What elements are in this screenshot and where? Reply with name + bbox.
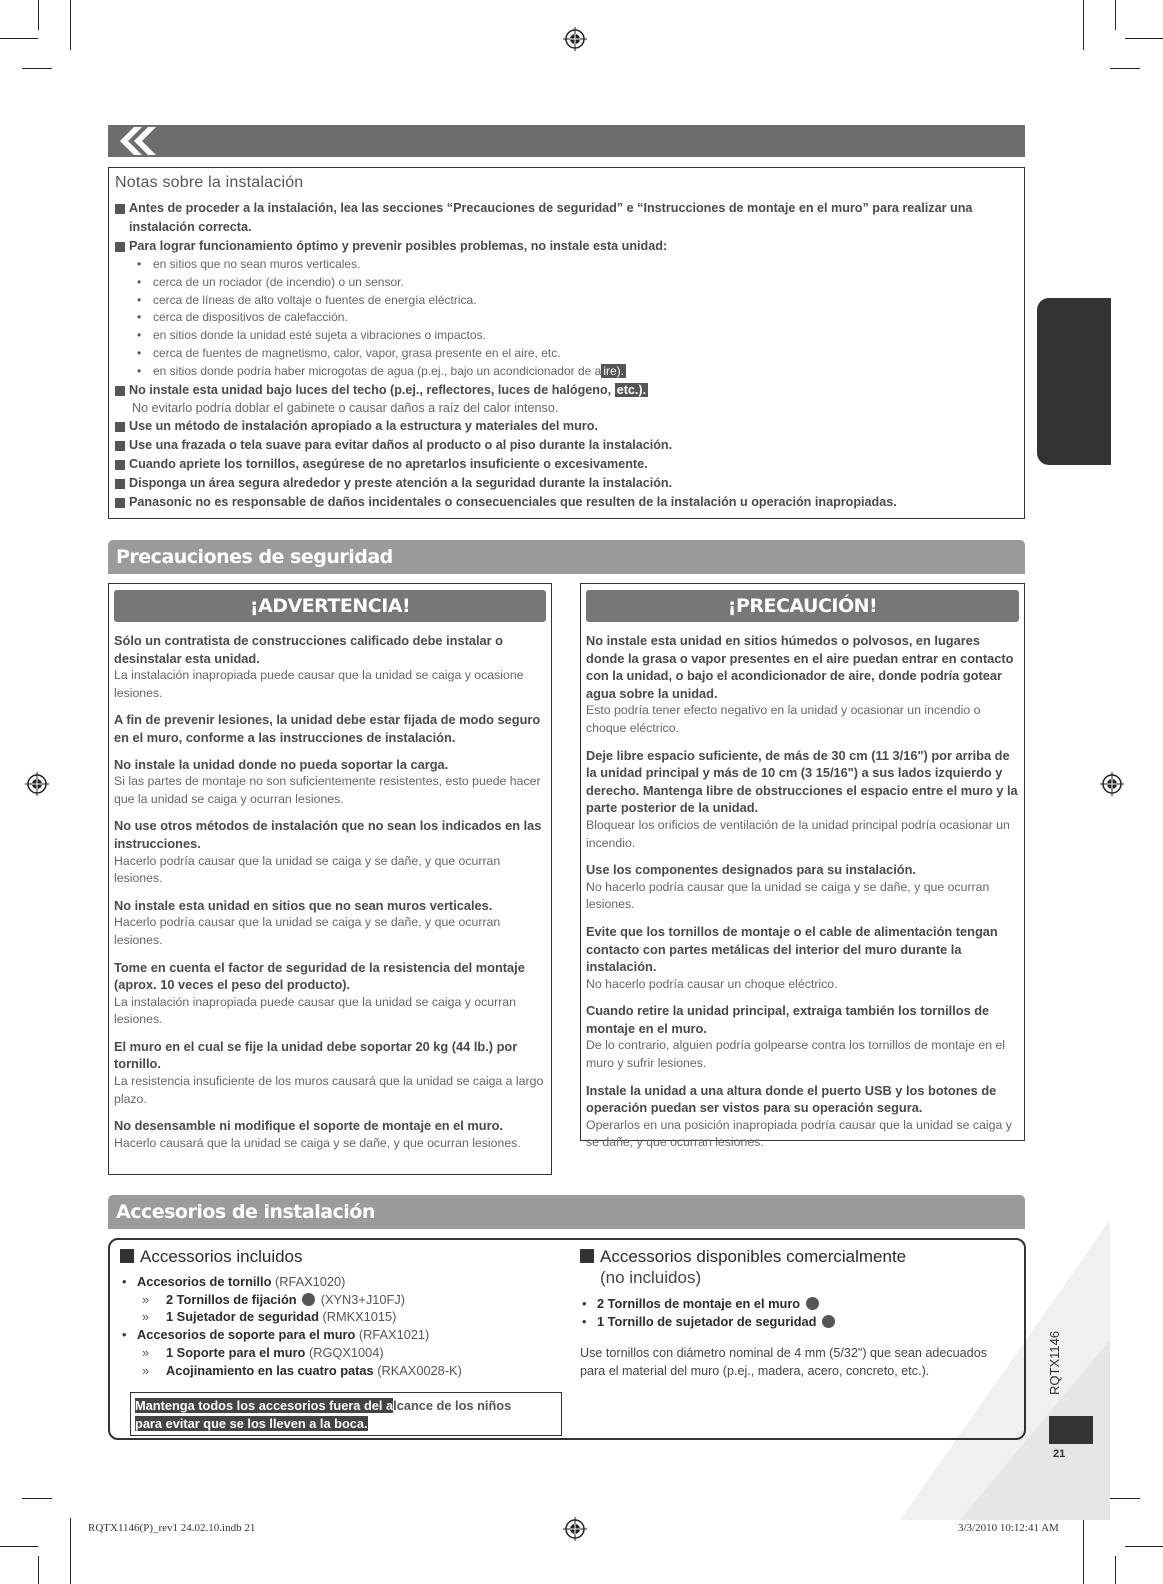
footer-timestamp: 3/3/2010 10:12:41 AM <box>958 1522 1059 1534</box>
caution-item <box>586 861 1019 914</box>
list-item <box>580 1313 1010 1331</box>
caution-item-text: Operarlos en una posición inapropiada podría causar que la unidad se caiga y se dañe, y que ocurran lesiones. <box>586 1117 1012 1150</box>
accessories-box <box>108 1238 1026 1440</box>
list-item <box>120 1273 560 1291</box>
warning-item-text: Hacerlo podría causar que la unidad se caiga y se dañe, y que ocurran lesiones. <box>114 915 501 947</box>
list-item <box>120 1344 560 1362</box>
crop-mark <box>1115 1556 1116 1584</box>
installation-notes-box <box>108 167 1025 519</box>
warning-item-text: La instalación inapropiada puede causar que la unidad se caiga y ocurran lesiones. <box>114 994 516 1027</box>
notes-subtext: No evitarlo podría doblar el gabinete o causar daños a raíz del calor intenso. <box>132 400 559 415</box>
registration-mark-icon <box>563 27 587 51</box>
circle-marker-icon <box>806 1297 819 1310</box>
item-name: Accesorios de soporte para el muro <box>137 1327 356 1343</box>
crop-mark <box>1083 0 1084 50</box>
notes-item: Use una frazada o tela suave para evitar daños al producto o al piso durante la instalación. <box>115 436 1018 455</box>
screw-note: Use tornillos con diámetro nominal de 4 mm (5/32") que sean adecuados para el material del muro (p.ej., madera, acero, concreto, etc.). <box>580 1346 987 1379</box>
notes-item: Disponga un área segura alrededor y preste atención a la seguridad durante la instalación. <box>115 474 1018 493</box>
crop-mark <box>1125 38 1163 39</box>
warning-item-text: La instalación inapropiada puede causar que la unidad se caiga y ocasione lesiones. <box>114 668 524 700</box>
commercial-column <box>580 1246 1010 1380</box>
list-item: • en sitios que no sean muros verticales. <box>137 256 1018 274</box>
item-name: 2 Tornillos de montaje en el muro <box>597 1296 801 1311</box>
included-list <box>120 1273 560 1379</box>
caution-item-text: Esto podría tener efecto negativo en la unidad y ocasionar un incendio o choque eléctrico. <box>586 703 981 735</box>
caution-item <box>586 1002 1019 1072</box>
crop-mark <box>70 1518 71 1584</box>
highlight-text: etc.). <box>616 382 647 397</box>
warning-item <box>114 756 546 809</box>
crop-mark <box>38 1556 39 1584</box>
list-item <box>137 363 1018 381</box>
highlight-text: ire). <box>603 363 624 378</box>
notes-item: Antes de proceder a la instalación, lea las secciones “Precauciones de seguridad” e “Instrucciones de montaje en el muro” para realizar una instalación correcta. <box>115 199 1018 237</box>
item-code: (RFAX1021) <box>355 1327 430 1343</box>
top-banner <box>108 125 1025 157</box>
warning-item-title: No desensamble ni modifique el soporte de montaje en el muro. <box>114 1118 503 1134</box>
model-code: RQTX1146 <box>1047 1330 1062 1395</box>
safety-section-title: Precauciones de seguridad <box>108 540 1025 574</box>
list-item: • cerca de líneas de alto voltaje o fuentes de energía eléctrica. <box>137 292 1018 310</box>
item-name: 1 Soporte para el muro <box>166 1344 306 1360</box>
warning-item-title: No instale esta unidad en sitios que no sean muros verticales. <box>114 897 493 913</box>
item-name: Acojinamiento en las cuatro patas <box>166 1362 374 1378</box>
caution-item-title: Deje libre espacio suficiente, de más de 30 cm (11 3/16") por arriba de la unidad principal y más de 10 cm (3 15/16") a sus lados izquierdo y derecho. Mantenga libre de obstrucciones el espacio entre el muro y la parte posterior de la unidad. <box>586 747 1018 816</box>
circle-marker-icon <box>302 1293 315 1306</box>
list-item: • en sitios donde la unidad esté sujeta a vibraciones o impactos. <box>137 327 1018 345</box>
item-name: Accesorios de tornillo <box>137 1274 272 1289</box>
crop-mark <box>0 1546 38 1547</box>
notes-item-text: No instale esta unidad bajo luces del techo (p.ej., reflectores, luces de halógeno, <box>129 382 615 397</box>
notes-item: Para lograr funcionamiento óptimo y prevenir posibles problemas, no instale esta unidad: <box>115 237 1018 256</box>
list-item-text: en sitios donde podría haber microgotas de agua (p.ej., bajo un acondicionador de a <box>153 363 602 378</box>
caution-box <box>580 583 1025 1150</box>
item-code: (RKAX0028-K) <box>373 1362 462 1378</box>
caution-item-text: No hacerlo podría causar que la unidad se caiga y se dañe, y que ocurran lesiones. <box>586 879 990 912</box>
warning-item <box>114 897 546 950</box>
caution-item <box>586 747 1019 853</box>
notes-bullet-list <box>115 256 1018 381</box>
warning-item-title: Sólo un contratista de construcciones calificado debe instalar o desinstalar esta unidad. <box>114 633 503 666</box>
warning-item-title: Tome en cuenta el factor de seguridad de la resistencia del montaje (aprox. 10 veces el peso del producto). <box>114 959 525 993</box>
warning-item-title: No instale la unidad donde no pueda soportar la carga. <box>114 756 449 772</box>
notes-item: Panasonic no es responsable de daños incidentales o consecuenciales que resulten de la instalación u operación inapropiadas. <box>115 493 1018 512</box>
commercial-list <box>580 1295 1010 1330</box>
crop-mark <box>1110 1498 1140 1499</box>
item-code: (RFAX1020) <box>271 1274 346 1289</box>
circle-marker-icon <box>822 1315 835 1328</box>
warning-text: para evitar que se los lleven a la boca. <box>135 1416 368 1431</box>
item-name: 1 Sujetador de seguridad <box>166 1309 319 1325</box>
list-item <box>120 1308 560 1326</box>
included-column <box>120 1246 560 1431</box>
caution-item-text: Bloquear los orificios de ventilación de la unidad principal podría ocasionar un incendio. <box>586 817 1010 850</box>
warning-header: ¡ADVERTENCIA! <box>114 590 546 622</box>
caution-item <box>586 632 1019 738</box>
crop-mark <box>1110 68 1140 69</box>
warning-item-title: No use otros métodos de instalación que no sean los indicados en las instrucciones. <box>114 818 542 851</box>
caution-item-title: Use los componentes designados para su instalación. <box>586 862 916 878</box>
page-marker <box>1049 1416 1093 1444</box>
list-item: • cerca de fuentes de magnetismo, calor, vapor, grasa presente en el aire, etc. <box>137 345 1018 363</box>
list-item <box>120 1326 560 1344</box>
crop-mark <box>38 0 39 30</box>
caution-item <box>586 1082 1019 1152</box>
warning-item-text: Si las partes de montaje no son suficientemente resistentes, esto puede hacer que la unidad se caiga y ocurran lesiones. <box>114 774 541 806</box>
warning-item <box>114 959 546 1029</box>
item-code: (RMKX1015) <box>318 1309 397 1325</box>
caution-item <box>586 923 1019 993</box>
warning-item-text: La resistencia insuficiente de los muros causará que la unidad se caiga a largo plazo. <box>114 1074 544 1106</box>
item-name: 2 Tornillos de fijación <box>166 1291 297 1307</box>
child-warning-box <box>130 1392 562 1436</box>
caution-header: ¡PRECAUCIÓN! <box>586 590 1019 622</box>
double-chevron-left-icon <box>112 125 168 157</box>
list-item: • cerca de dispositivos de calefacción. <box>137 309 1018 327</box>
caution-item-title: No instale esta unidad en sitios húmedos o polvosos, en lugares donde la grasa o vapor presentes en el aire puedan entrar en contacto con la unidad, o bajo el acondicionador de aire, donde podría gotear agua sobre la unidad. <box>586 633 1014 701</box>
warning-item-text: Hacerlo podría causar que la unidad se caiga y se dañe, y que ocurran lesiones. <box>114 853 501 886</box>
caution-item-title: Evite que los tornillos de montaje o el cable de alimentación tengan contacto con partes metálicas del interior del muro durante la instalación. <box>586 923 998 975</box>
warning-item-text: Hacerlo causará que la unidad se caiga y se dañe, y que ocurran lesiones. <box>114 1135 521 1150</box>
caution-item-title: Instale la unidad a una altura donde el puerto USB y los botones de operación puedan ser vistos para su operación segura. <box>586 1082 997 1116</box>
item-name: 1 Tornillo de sujetador de seguridad <box>597 1313 817 1329</box>
warning-box <box>108 583 552 1175</box>
notes-item: Cuando apriete los tornillos, asegúrese de no apretarlos insuficiente o excesivamente. <box>115 455 1018 474</box>
crop-mark <box>1125 1546 1163 1547</box>
commercial-subtitle: (no incluidos) <box>600 1268 702 1287</box>
crop-mark <box>1115 0 1116 30</box>
warning-item <box>114 1117 546 1152</box>
warning-item-title: A fin de prevenir lesiones, la unidad debe estar fijada de modo seguro en el muro, conforme a las instrucciones de instalación. <box>114 712 541 745</box>
page-number: 21 <box>1053 1448 1066 1460</box>
caution-item-title: Cuando retire la unidad principal, extraiga también los tornillos de montaje en el muro. <box>586 1003 990 1036</box>
item-code: (RGQX1004) <box>305 1344 384 1360</box>
registration-mark-icon <box>25 772 49 796</box>
warning-item <box>114 817 546 887</box>
crop-mark <box>1083 1518 1084 1584</box>
footer-file-info: RQTX1146(P)_rev1 24.02.10.indb 21 <box>88 1522 256 1534</box>
item-code: (XYN3+J10FJ) <box>317 1291 405 1307</box>
list-item <box>120 1362 560 1380</box>
notes-title: Notas sobre la instalación <box>115 174 304 191</box>
list-item <box>580 1295 1010 1313</box>
crop-mark <box>22 68 52 69</box>
warning-item-title: El muro en el cual se fije la unidad debe soportar 20 kg (44 lb.) por tornillo. <box>114 1038 518 1072</box>
crop-mark <box>22 1498 52 1499</box>
warning-item <box>114 711 546 746</box>
side-tab <box>1037 298 1111 465</box>
warning-text: lcance de los niños <box>393 1398 512 1413</box>
crop-mark <box>0 38 38 39</box>
list-item <box>120 1291 560 1309</box>
warning-item <box>114 1038 546 1108</box>
crop-mark <box>70 0 71 50</box>
caution-item-text: No hacerlo podría causar un choque eléctrico. <box>586 976 838 991</box>
warning-item <box>114 632 546 702</box>
list-item: • cerca de un rociador (de incendio) o un sensor. <box>137 274 1018 292</box>
registration-mark-icon <box>563 1517 587 1541</box>
registration-mark-icon <box>1100 772 1124 796</box>
accessories-section-title: Accesorios de instalación <box>108 1195 1025 1229</box>
notes-item: Use un método de instalación apropiado a la estructura y materiales del muro. <box>115 417 1018 436</box>
notes-item <box>115 381 1018 400</box>
caution-item-text: De lo contrario, alguien podría golpearse contra los tornillos de montaje en el muro y sufrir lesiones. <box>586 1038 1006 1071</box>
warning-text: Mantenga todos los accesorios fuera del a <box>135 1398 394 1413</box>
commercial-title: Accessorios disponibles comercialmente <box>580 1246 1010 1267</box>
included-title: Accessorios incluidos <box>120 1246 560 1267</box>
